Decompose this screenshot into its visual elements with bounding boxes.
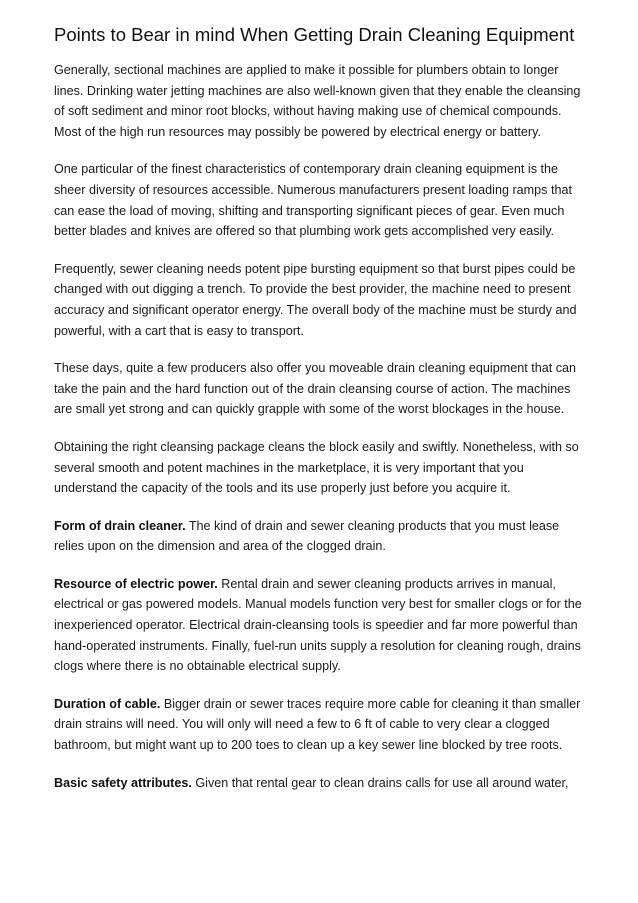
paragraph-sectional-machines: Generally, sectional machines are applied to make it possible for plumbers obtain to longer lines. Drinking water jetting machines are also well-known given that they enable the cleansing of soft sediment and minor root blocks, without having making use of chemical compounds. Most of the high run resources may possibly be powered by electrical energy or battery. [54, 63, 581, 139]
page-title: Points to Bear in mind When Getting Drain Cleaning Equipment [54, 24, 575, 45]
section-duration-of-cable [54, 694, 586, 756]
paragraph-cleansing-package: Obtaining the right cleansing package cleans the block easily and swiftly. Nonetheless, with so several smooth and potent machines in the marketplace, it is very important that you understand the capacity of the tools and its use properly just before you acquire it. [54, 439, 579, 496]
section-heading: Duration of cable. [54, 696, 161, 711]
section-text: The kind of drain and sewer cleaning products that you must lease relies upon on the dimension and area of the clogged drain. [54, 518, 560, 554]
section-heading: Form of drain cleaner. [54, 518, 186, 533]
section-resource-of-electric-power [54, 574, 586, 677]
section-basic-safety-attributes [54, 773, 586, 794]
section-heading: Basic safety attributes. [54, 775, 192, 790]
section-text: Bigger drain or sewer traces require more cable for cleaning it than smaller drain strains will need. You will only will need a few to 6 ft of cable to very clear a clogged bathroom, but might want up to 200 toes to clean up a key sewer line blocked by tree roots. [54, 696, 581, 753]
section-heading: Resource of electric power. [54, 576, 218, 591]
paragraph-moveable-equipment: These days, quite a few producers also offer you moveable drain cleaning equipment that can take the pain and the hard function out of the drain cleansing course of action. The machines are small yet strong and can quickly grapple with some of the worst blockages in the house. [54, 361, 577, 417]
document-page [54, 24, 586, 794]
section-form-of-drain-cleaner [54, 516, 586, 557]
section-text: Rental drain and sewer cleaning products arrives in manual, electrical or gas powered models. Manual models function very best for smaller clogs or for the inexperienced operator. Electrical drain-cleansing tools is speedier and far more powerful than hand-operated instruments. Finally, fuel-run units supply a resolution for cleaning rough, drains clogs where there is no obtainable electrical supply. [54, 576, 582, 674]
paragraph-diversity-of-resources: One particular of the finest characteristics of contemporary drain cleaning equipment is the sheer diversity of resources accessible. Numerous manufacturers present loading ramps that can ease the load of moving, shifting and transporting significant pieces of gear. Even much better blades and knives are offered so that plumbing work gets accomplished very easily. [54, 162, 572, 239]
paragraph-pipe-bursting: Frequently, sewer cleaning needs potent pipe bursting equipment so that burst pipes could be changed with out digging a trench. To provide the best provider, the machine need to present accuracy and significant operator energy. The overall body of the machine must be sturdy and powerful, with a cart that is easy to transport. [54, 261, 577, 338]
section-text: Given that rental gear to clean drains calls for use all around water, [191, 775, 569, 790]
